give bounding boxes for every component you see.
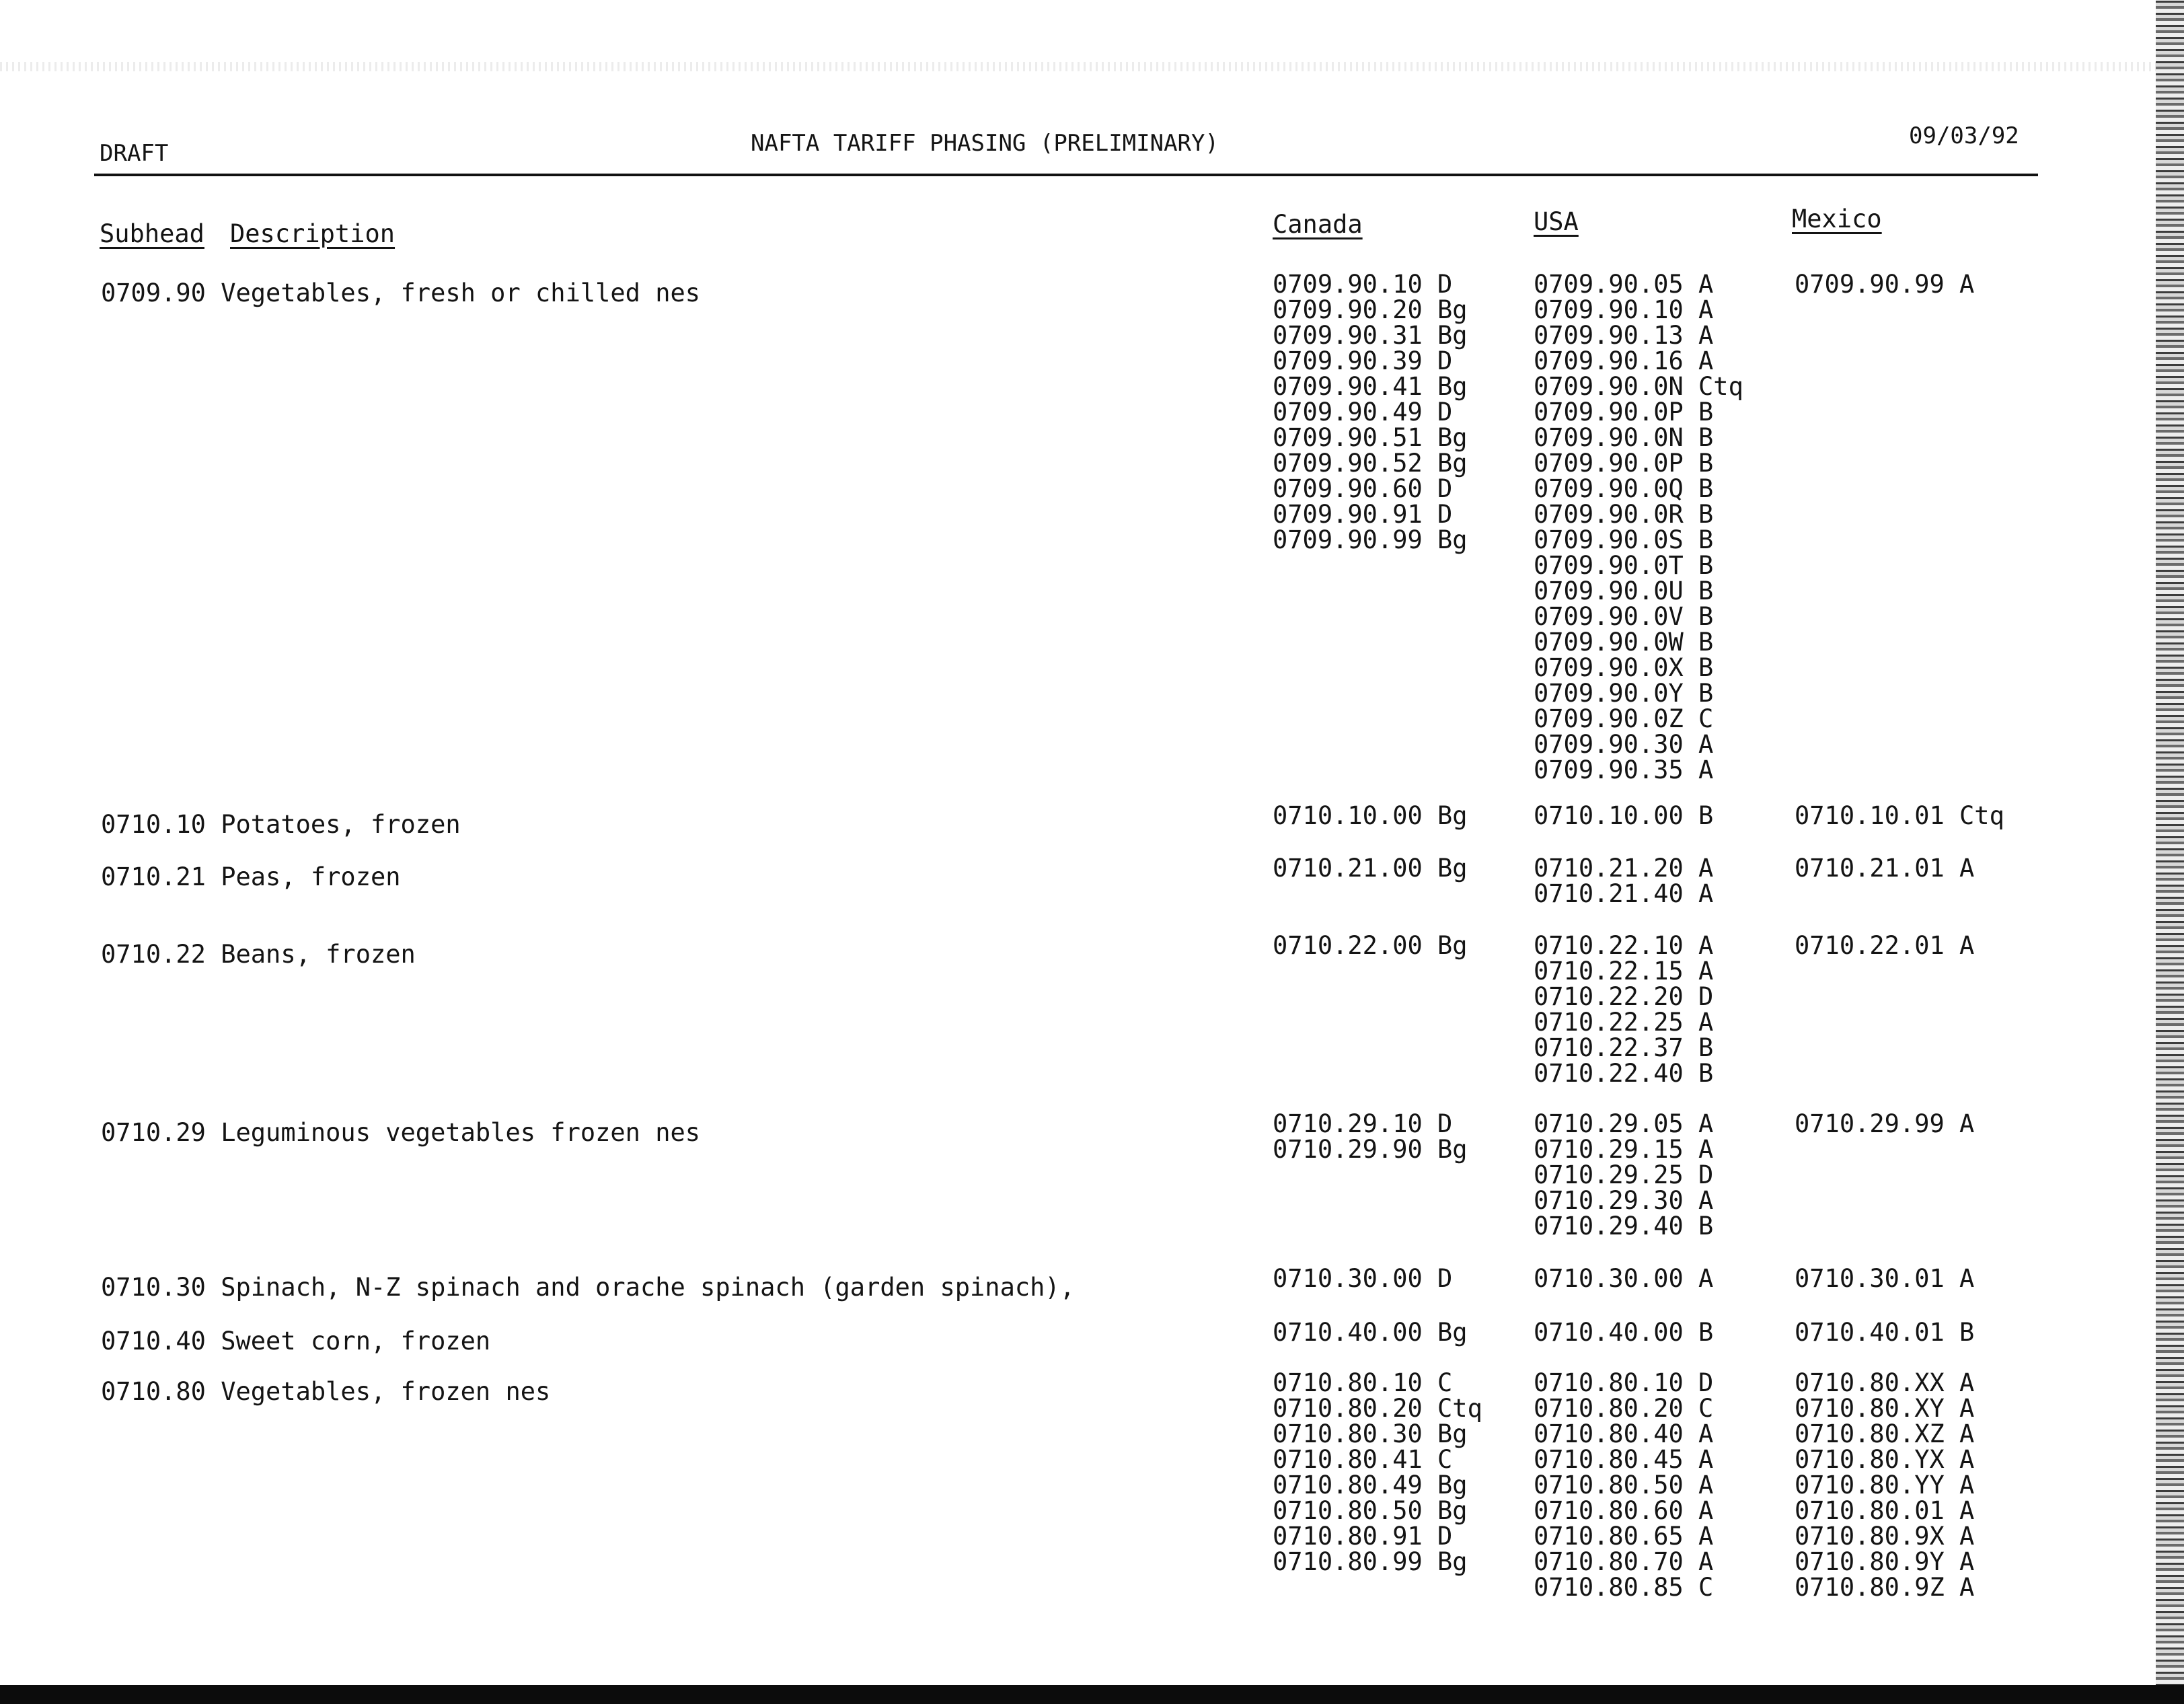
usa-codes [1534,933,1713,1086]
row-subhead-description [101,1273,1075,1302]
tariff-code: 0710.80.XX A [1795,1368,1975,1397]
document-date: 09/03/92 [1909,122,2019,149]
tariff-code: 0710.29.99 A [1795,1109,1975,1138]
tariff-code: 0709.90.52 Bg [1273,449,1468,478]
tariff-code: 0710.80.10 D [1534,1368,1714,1397]
mexico-codes [1795,933,1974,959]
mexico-codes [1795,272,1974,297]
usa-codes [1534,1370,1713,1600]
tariff-code: 0710.80.XZ A [1795,1419,1975,1448]
tariff-code: 0710.29.10 D [1273,1109,1453,1138]
tariff-code: 0710.80.60 A [1534,1496,1714,1525]
description-text: Spinach, N-Z spinach and orache spinach (garden spinach), [221,1273,1075,1302]
tariff-code: 0709.90.0T B [1534,551,1714,580]
tariff-code: 0710.21.01 A [1795,854,1975,883]
tariff-code: 0710.80.85 C [1534,1573,1714,1602]
tariff-code: 0710.29.25 D [1534,1160,1714,1189]
tariff-code: 0710.80.50 A [1534,1471,1714,1499]
description-text: Peas, frozen [221,862,401,891]
canada-codes [1273,1370,1482,1575]
tariff-code: 0710.80.YY A [1795,1471,1975,1499]
tariff-code: 0709.90.0Z C [1534,704,1714,733]
tariff-code: 0710.10.00 B [1534,801,1714,830]
column-header-mexico: Mexico [1792,205,1882,233]
row-subhead-description [101,279,700,307]
column-header-usa: USA [1534,207,1579,236]
description-text: Leguminous vegetables frozen nes [221,1118,701,1147]
tariff-code: 0710.29.90 Bg [1273,1135,1468,1164]
tariff-code: 0710.80.10 C [1273,1368,1453,1397]
tariff-code: 0710.80.41 C [1273,1445,1453,1474]
tariff-code: 0709.90.0P B [1534,449,1714,478]
canada-codes [1273,1320,1468,1345]
subhead-code: 0710.29 [101,1118,221,1147]
tariff-code: 0709.90.99 A [1795,270,1975,299]
scan-artifact-bottom [0,1685,2184,1704]
usa-codes [1534,1266,1713,1292]
mexico-codes [1795,1370,1974,1600]
tariff-code: 0709.90.0Q B [1534,474,1714,503]
tariff-code: 0709.90.0N Ctq [1534,372,1743,401]
description-text: Beans, frozen [221,940,416,969]
description-text: Vegetables, frozen nes [221,1377,551,1406]
tariff-code: 0709.90.49 D [1273,398,1453,427]
tariff-code: 0710.10.00 Bg [1273,801,1468,830]
usa-codes [1534,1111,1713,1239]
canada-codes [1273,856,1468,881]
tariff-code: 0710.22.25 A [1534,1008,1714,1037]
subhead-code: 0710.22 [101,940,221,969]
document-title: NAFTA TARIFF PHASING (PRELIMINARY) [751,130,1219,157]
tariff-code: 0710.80.01 A [1795,1496,1975,1525]
tariff-code: 0709.90.05 A [1534,270,1714,299]
mexico-codes [1795,1266,1974,1292]
canada-codes [1273,1266,1452,1292]
tariff-code: 0710.21.20 A [1534,854,1714,883]
tariff-code: 0709.90.35 A [1534,755,1714,784]
canada-codes [1273,803,1468,829]
tariff-code: 0710.80.49 Bg [1273,1471,1468,1499]
tariff-code: 0710.80.50 Bg [1273,1496,1468,1525]
scan-artifact-right [2156,0,2184,1704]
tariff-code: 0709.90.0V B [1534,602,1714,631]
tariff-code: 0710.80.9Z A [1795,1573,1975,1602]
tariff-code: 0710.80.9Y A [1795,1547,1975,1576]
tariff-code: 0710.30.01 A [1795,1264,1975,1293]
usa-codes [1534,1320,1713,1345]
usa-codes [1534,856,1713,907]
tariff-code: 0710.80.XY A [1795,1394,1975,1423]
tariff-code: 0710.80.45 A [1534,1445,1714,1474]
usa-codes [1534,803,1713,829]
tariff-code: 0709.90.0N B [1534,423,1714,452]
tariff-code: 0709.90.0X B [1534,653,1714,682]
canada-codes [1273,933,1468,959]
row-subhead-description [101,862,401,891]
tariff-code: 0710.80.65 A [1534,1522,1714,1551]
subhead-code: 0710.30 [101,1273,221,1302]
column-header-description: Description [230,219,396,248]
usa-codes [1534,272,1743,783]
tariff-code: 0710.80.20 Ctq [1273,1394,1482,1423]
tariff-code: 0709.90.0R B [1534,500,1714,529]
tariff-code: 0710.22.40 B [1534,1059,1714,1088]
row-subhead-description [101,1118,700,1147]
description-text: Sweet corn, frozen [221,1327,491,1356]
tariff-code: 0709.90.99 Bg [1273,525,1468,554]
draft-label: DRAFT [100,140,169,167]
tariff-code: 0710.80.20 C [1534,1394,1714,1423]
tariff-code: 0710.80.YX A [1795,1445,1975,1474]
tariff-code: 0709.90.0U B [1534,577,1714,605]
row-subhead-description [101,810,461,839]
tariff-code: 0710.40.00 Bg [1273,1318,1468,1347]
row-subhead-description [101,1377,550,1406]
tariff-code: 0710.80.99 Bg [1273,1547,1468,1576]
tariff-code: 0710.22.20 D [1534,982,1714,1011]
subhead-code: 0710.10 [101,810,221,839]
tariff-code: 0710.80.91 D [1273,1522,1453,1551]
mexico-codes [1795,803,2004,829]
tariff-code: 0710.29.15 A [1534,1135,1714,1164]
subhead-code: 0710.40 [101,1327,221,1356]
description-text: Potatoes, frozen [221,810,461,839]
tariff-code: 0710.22.01 A [1795,931,1975,960]
tariff-code: 0709.90.31 Bg [1273,321,1468,350]
tariff-code: 0709.90.0W B [1534,628,1714,657]
canada-codes [1273,272,1468,553]
mexico-codes [1795,856,1974,881]
tariff-code: 0710.22.15 A [1534,957,1714,986]
canada-codes [1273,1111,1468,1162]
tariff-code: 0709.90.91 D [1273,500,1453,529]
tariff-code: 0710.29.40 B [1534,1212,1714,1240]
subhead-code: 0710.80 [101,1377,221,1406]
tariff-code: 0710.80.9X A [1795,1522,1975,1551]
tariff-code: 0709.90.10 D [1273,270,1453,299]
header-rule [94,174,2038,176]
tariff-code: 0710.21.40 A [1534,879,1714,908]
tariff-code: 0710.40.01 B [1795,1318,1975,1347]
tariff-code: 0709.90.39 D [1273,346,1453,375]
tariff-code: 0709.90.30 A [1534,730,1714,759]
column-header-subhead: Subhead [100,219,204,248]
row-subhead-description [101,1327,490,1356]
mexico-codes [1795,1320,1974,1345]
tariff-code: 0710.30.00 A [1534,1264,1714,1293]
tariff-code: 0709.90.60 D [1273,474,1453,503]
tariff-code: 0709.90.13 A [1534,321,1714,350]
tariff-code: 0710.22.00 Bg [1273,931,1468,960]
scan-artifact-top [0,62,2184,71]
tariff-code: 0710.29.05 A [1534,1109,1714,1138]
tariff-code: 0710.80.70 A [1534,1547,1714,1576]
tariff-code: 0710.29.30 A [1534,1186,1714,1215]
tariff-code: 0710.40.00 B [1534,1318,1714,1347]
tariff-code: 0710.80.40 A [1534,1419,1714,1448]
tariff-code: 0709.90.41 Bg [1273,372,1468,401]
tariff-code: 0710.30.00 D [1273,1264,1453,1293]
tariff-code: 0709.90.16 A [1534,346,1714,375]
description-text: Vegetables, fresh or chilled nes [221,279,701,307]
subhead-code: 0710.21 [101,862,221,891]
subhead-code: 0709.90 [101,279,221,307]
tariff-code: 0710.22.10 A [1534,931,1714,960]
tariff-code: 0710.10.01 Ctq [1795,801,2004,830]
tariff-code: 0710.21.00 Bg [1273,854,1468,883]
tariff-code: 0709.90.0Y B [1534,679,1714,708]
tariff-code: 0709.90.51 Bg [1273,423,1468,452]
mexico-codes [1795,1111,1974,1137]
tariff-code: 0709.90.0P B [1534,398,1714,427]
tariff-code: 0709.90.20 Bg [1273,295,1468,324]
row-subhead-description [101,940,416,969]
tariff-code: 0709.90.10 A [1534,295,1714,324]
tariff-code: 0709.90.0S B [1534,525,1714,554]
tariff-code: 0710.80.30 Bg [1273,1419,1468,1448]
tariff-code: 0710.22.37 B [1534,1033,1714,1062]
column-header-canada: Canada [1273,210,1363,239]
